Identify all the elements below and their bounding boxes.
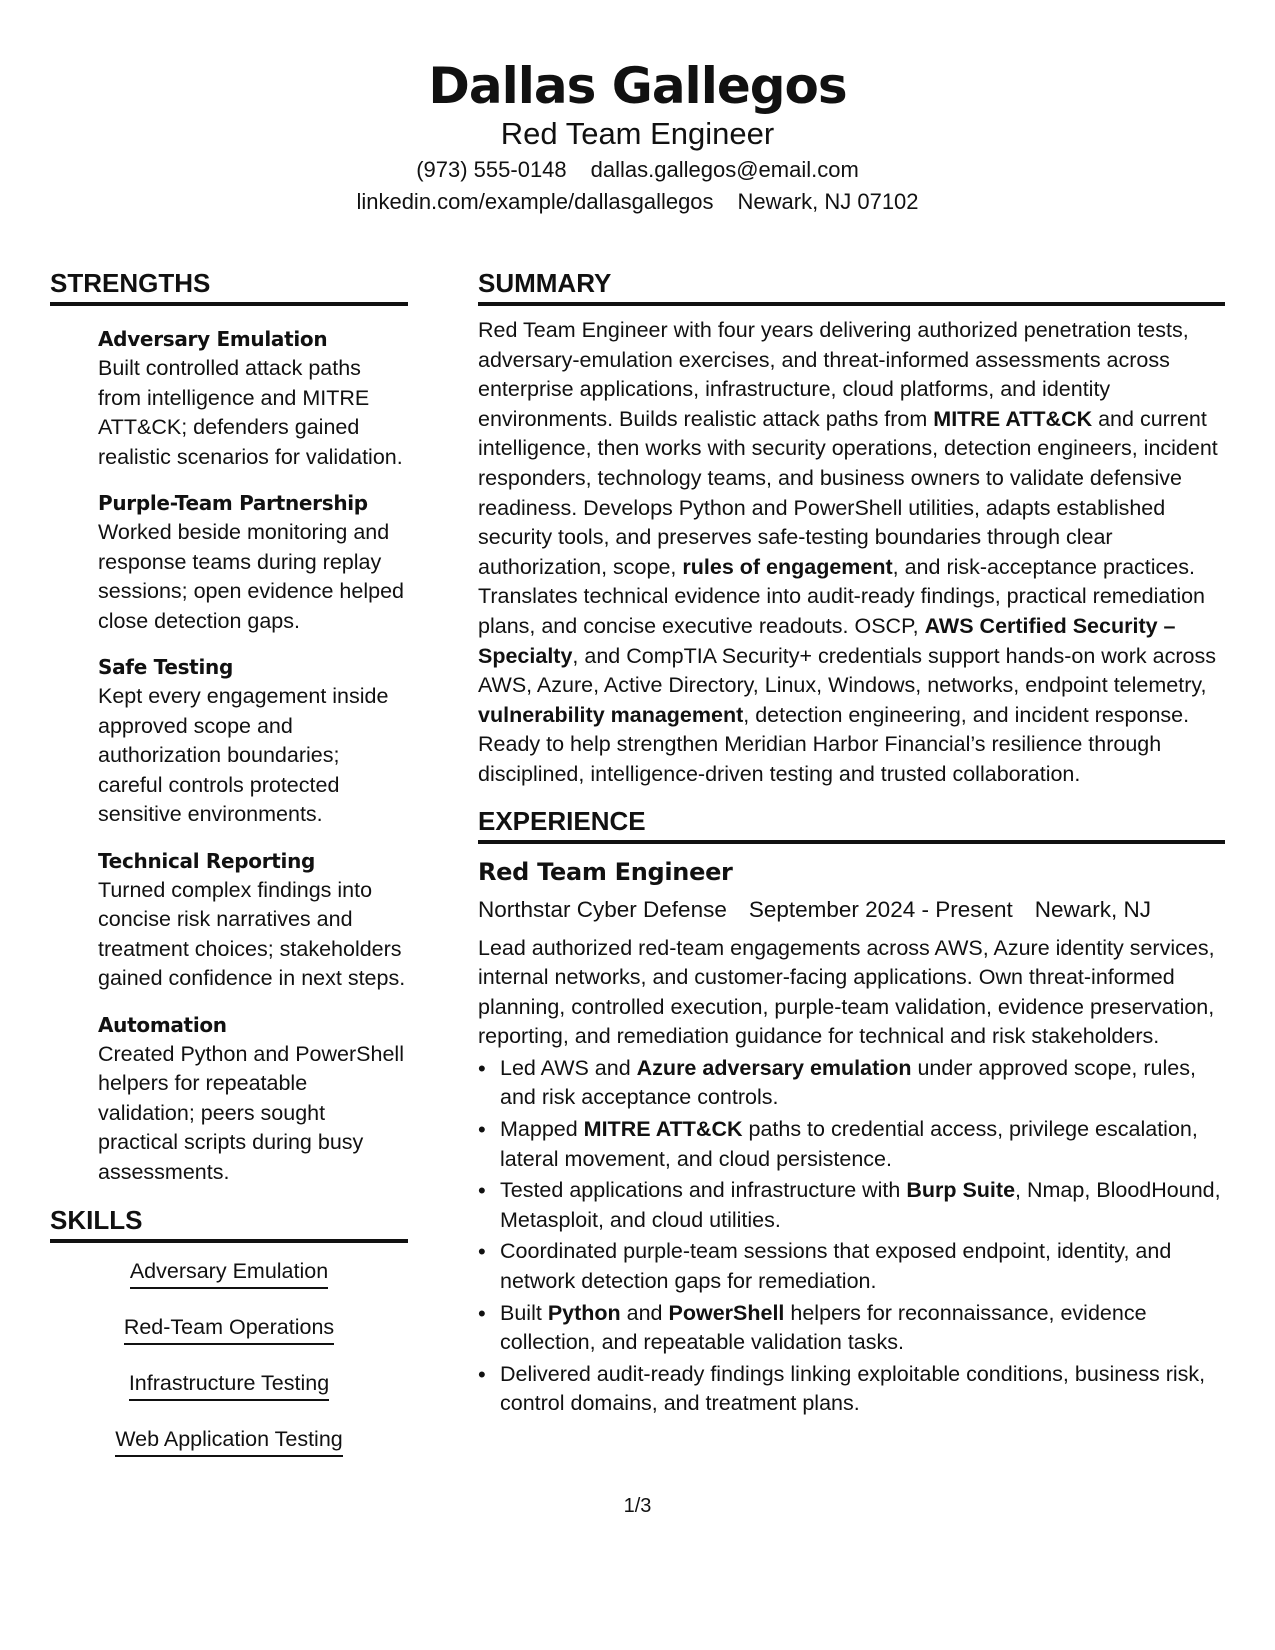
summary-emphasis: rules of engagement	[682, 554, 893, 579]
strength-item	[98, 846, 408, 994]
job-company: Northstar Cyber Defense	[478, 896, 727, 922]
job-title: Red Team Engineer	[478, 857, 733, 886]
skill-item	[50, 1257, 408, 1289]
resume-header	[0, 56, 1275, 218]
left-column	[50, 268, 408, 1481]
skill-label: Adversary Emulation	[130, 1257, 328, 1289]
strength-title: Purple-Team Partnership	[98, 491, 368, 515]
job-bullet: • Tested applications and infrastructure with Burp Suite, Nmap, BloodHound, Metasploit, and cloud utilities.	[500, 1176, 1225, 1235]
strengths-list	[50, 324, 408, 1187]
strength-description: Worked beside monitoring and response teams during replay sessions; open evidence helped close detection gaps.	[98, 520, 404, 633]
strength-item	[98, 324, 408, 472]
strengths-heading: STRENGTHS	[50, 268, 408, 306]
job-bullets	[478, 1054, 1225, 1419]
skill-item	[50, 1369, 408, 1401]
strength-description: Built controlled attack paths from intelligence and MITRE ATT&CK; defenders gained realistic scenarios for validation.	[98, 356, 403, 469]
job-bullet: • Led AWS and Azure adversary emulation under approved scope, rules, and risk acceptance controls.	[500, 1054, 1225, 1113]
job-meta	[478, 894, 1225, 926]
email-address[interactable]: dallas.gallegos@email.com	[590, 157, 859, 182]
job-description: Lead authorized red-team engagements across AWS, Azure identity services, internal networks, and customer-facing applications. Own threat-informed planning, controlled execution, purple-team validation, evidence preservation, reporting, and remediation guidance for technical and risk stakeholders.	[478, 935, 1215, 1049]
strength-title: Safe Testing	[98, 655, 233, 679]
summary-text: and current intelligence, then works with security operations, detection engineers, incident responders, technology teams, and business owners to validate defensive readiness. Develops Python and PowerShell utilities, adapts established security tools, and preserves safe-testing boundaries through clear authorization, scope,	[478, 406, 1218, 579]
strength-item	[98, 652, 408, 830]
experience-heading: EXPERIENCE	[478, 806, 1225, 844]
summary-text: , and risk-acceptance practices. Translates technical evidence into audit-ready findings, practical remediation plans, and concise executive readouts. OSCP,	[478, 554, 1206, 638]
job-dates: September 2024 - Present	[748, 896, 1013, 922]
skills-heading: SKILLS	[50, 1205, 408, 1243]
linkedin-url[interactable]: linkedin.com/example/dallasgallegos	[356, 189, 714, 214]
skill-label: Web Application Testing	[115, 1425, 343, 1457]
job-location: Newark, NJ	[1034, 896, 1152, 922]
right-column	[478, 268, 1225, 1421]
strength-title: Adversary Emulation	[98, 327, 328, 351]
strength-item	[98, 488, 408, 636]
location: Newark, NJ 07102	[737, 189, 919, 214]
contact-line-1	[0, 154, 1275, 186]
candidate-title: Red Team Engineer	[500, 116, 775, 151]
job-bullet: • Coordinated purple-team sessions that exposed endpoint, identity, and network detection gaps for remediation.	[500, 1237, 1225, 1296]
strength-title: Technical Reporting	[98, 848, 316, 873]
strength-description: Created Python and PowerShell helpers for repeatable validation; peers sought practical scripts during busy assessments.	[98, 1041, 404, 1184]
job-bullet: • Delivered audit-ready findings linking exploitable conditions, business risk, control domains, and treatment plans.	[500, 1360, 1225, 1419]
strength-description: Turned complex findings into concise risk narratives and treatment choices; stakeholders gained confidence in next steps.	[98, 877, 406, 990]
skill-item	[50, 1313, 408, 1345]
experience-section	[478, 806, 1225, 1420]
page-number: 1/3	[623, 1495, 652, 1517]
contact-line-2	[0, 186, 1275, 218]
summary-emphasis: AWS Certified Security – Specialty	[478, 613, 1176, 668]
summary-text: , detection engineering, and incident response. Ready to help strengthen Meridian Harbor Financial’s resilience through disciplined, intelligence-driven testing and trusted collaboration.	[478, 702, 1190, 786]
job-bullet: • Built Python and PowerShell helpers for reconnaissance, evidence collection, and repeatable validation tasks.	[500, 1299, 1225, 1358]
summary-emphasis: vulnerability management	[478, 702, 744, 727]
summary-emphasis: MITRE ATT&CK	[933, 406, 1093, 431]
skill-label: Red-Team Operations	[124, 1313, 334, 1345]
summary-heading: SUMMARY	[478, 268, 1225, 306]
skill-item	[50, 1425, 408, 1457]
phone-number: (973) 555-0148	[416, 157, 567, 182]
skill-label: Infrastructure Testing	[129, 1369, 329, 1401]
summary-text: Red Team Engineer with four years delivering authorized penetration tests, adversary-emulation exercises, and threat-informed assessments across enterprise applications, infrastructure, cloud platforms, and identity environments. Builds realistic attack paths from	[478, 318, 1189, 431]
strength-title: Automation	[98, 1012, 227, 1037]
candidate-name: Dallas Gallegos	[428, 57, 847, 115]
strength-description: Kept every engagement inside approved scope and authorization boundaries; careful controls protected sensitive environments.	[98, 684, 389, 826]
skills-list	[50, 1257, 408, 1457]
summary-text: , and CompTIA Security+ credentials support hands-on work across AWS, Azure, Active Directory, Linux, Windows, networks, endpoint telemetry,	[478, 643, 1216, 698]
strength-item	[98, 1010, 408, 1188]
job-bullet: • Mapped MITRE ATT&CK paths to credential access, privilege escalation, lateral movement, and cloud persistence.	[500, 1115, 1225, 1174]
summary-paragraph	[478, 316, 1225, 790]
